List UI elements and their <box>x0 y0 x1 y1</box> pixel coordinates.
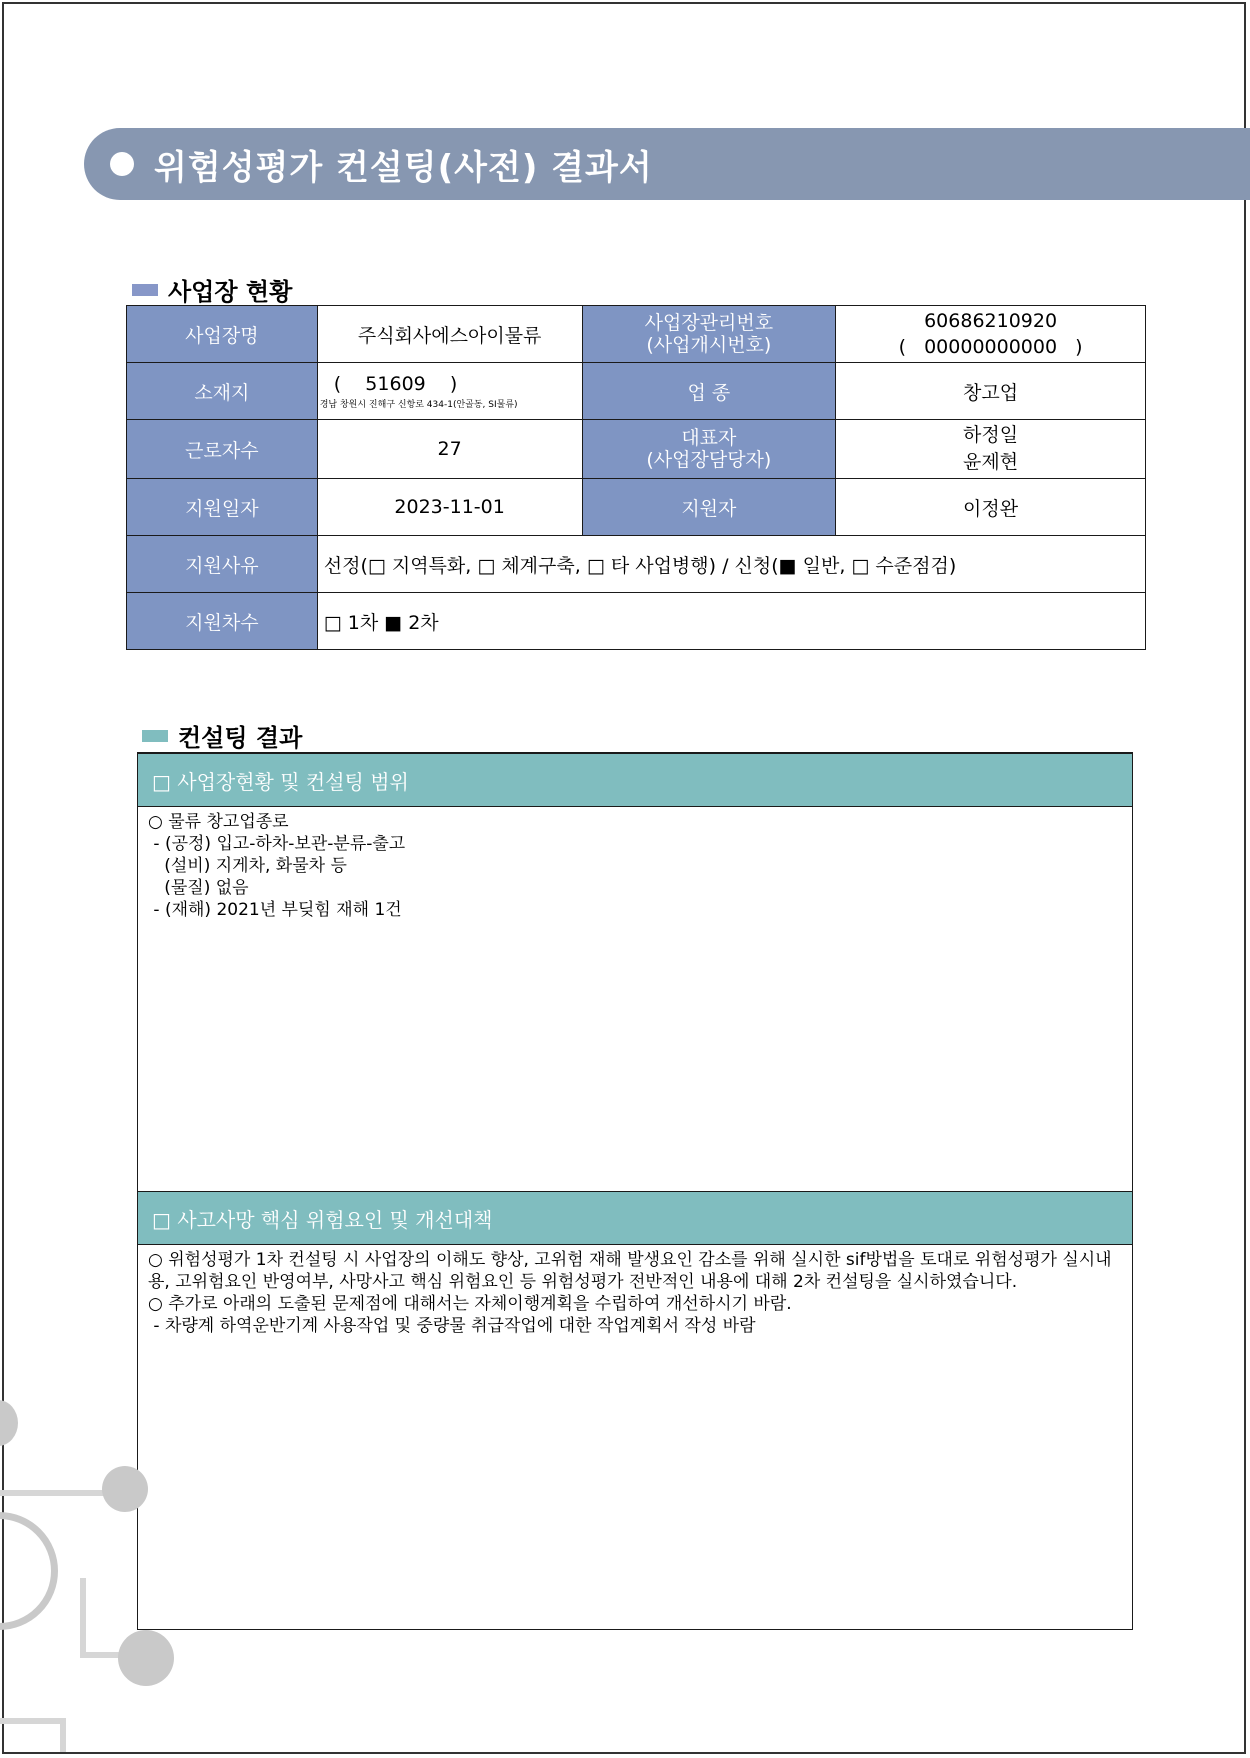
start-no: ( 00000000000 ) <box>898 336 1083 358</box>
value-industry: 창고업 <box>836 363 1146 420</box>
section-marker-icon <box>132 284 158 296</box>
label-supporter: 지원자 <box>582 479 836 536</box>
mgmt-no: 60686210920 <box>924 310 1058 332</box>
section-heading-results <box>142 718 302 753</box>
page-title: 위험성평가 컨설팅(사전) 결과서 <box>154 148 653 188</box>
label-support-date: 지원일자 <box>127 479 318 536</box>
value-round: □ 1차 ■ 2차 <box>317 593 1145 650</box>
workplace-info-table <box>126 305 1146 650</box>
value-support-date: 2023-11-01 <box>317 479 582 536</box>
deco-line <box>0 1718 66 1724</box>
deco-line <box>80 1652 120 1658</box>
scope-body-text: ○ 물류 창고업종로 - (공정) 입고-하차-보관-분류-출고 (설비) 지게차, 화물차 등 (물질) 없음 - (재해) 2021년 부딪힘 재해 1건 <box>148 812 406 920</box>
section-bar-scope: □ 사업장현황 및 컨설팅 범위 <box>138 753 1132 807</box>
value-workers: 27 <box>317 420 582 479</box>
label-reason: 지원사유 <box>127 536 318 593</box>
section-heading-text: 컨설팅 결과 <box>178 724 303 752</box>
label-industry: 업 종 <box>582 363 836 420</box>
bullet-circle-icon <box>110 152 134 176</box>
deco-line <box>80 1578 86 1658</box>
value-reason: 선정(□ 지역특화, □ 체계구축, □ 타 사업병행) / 신청(■ 일반, □ 수준점검) <box>317 536 1145 593</box>
label-workplace-name: 사업장명 <box>127 306 318 363</box>
rep-1: 하정일 <box>963 424 1019 446</box>
rep-2: 윤제현 <box>963 451 1019 473</box>
label-mgmt-no-line1: 사업장관리번호 <box>644 312 774 334</box>
postcode: ( 51609 ) <box>333 372 458 395</box>
section-heading-text: 사업장 현황 <box>168 278 293 306</box>
value-representative <box>836 420 1146 479</box>
label-rep-line1: 대표자 <box>681 427 737 449</box>
section-heading-status <box>132 272 292 307</box>
deco-line <box>60 1718 66 1752</box>
label-location: 소재지 <box>127 363 318 420</box>
section-bar-risk-factors: □ 사고사망 핵심 위험요인 및 개선대책 <box>138 1191 1132 1245</box>
value-location <box>317 363 582 420</box>
section-marker-icon <box>142 730 168 742</box>
label-rep-line2: (사업장담당자) <box>646 449 772 471</box>
label-mgmt-no <box>582 306 836 363</box>
address: 경남 창원시 진해구 신항로 434-1(안골동, SI물류) <box>319 399 518 410</box>
label-workers: 근로자수 <box>127 420 318 479</box>
value-supporter: 이정완 <box>836 479 1146 536</box>
factory-node-icon <box>118 1630 174 1686</box>
plus-node-icon <box>102 1466 148 1512</box>
consulting-result-box <box>137 752 1133 1630</box>
label-round: 지원차수 <box>127 593 318 650</box>
label-mgmt-no-line2: (사업개시번호) <box>646 334 772 356</box>
risk-body-text: ○ 위험성평가 1차 컨설팅 시 사업장의 이해도 향상, 고위험 재해 발생요인 감소를 위해 실시한 sif방법을 토대로 위험성평가 실시내용, 고위험요인 반영여부, 사망사고 핵심 위험요인 등 위험성평가 전반적인 내용에 대해 2차 컨설팅을 실시하였습니다. ○ 추가로 아래의 도출된 문제점에 대해서는 자체이행계획을 수립하여 개선하시기 바람. - 차량계 하역운반기계 사용작업 및 중량물 취급작업에 대한 작업계획서 작성 바람 <box>148 1250 1112 1336</box>
value-mgmt-no <box>836 306 1146 363</box>
label-representative <box>582 420 836 479</box>
value-workplace-name: 주식회사에스아이물류 <box>317 306 582 363</box>
